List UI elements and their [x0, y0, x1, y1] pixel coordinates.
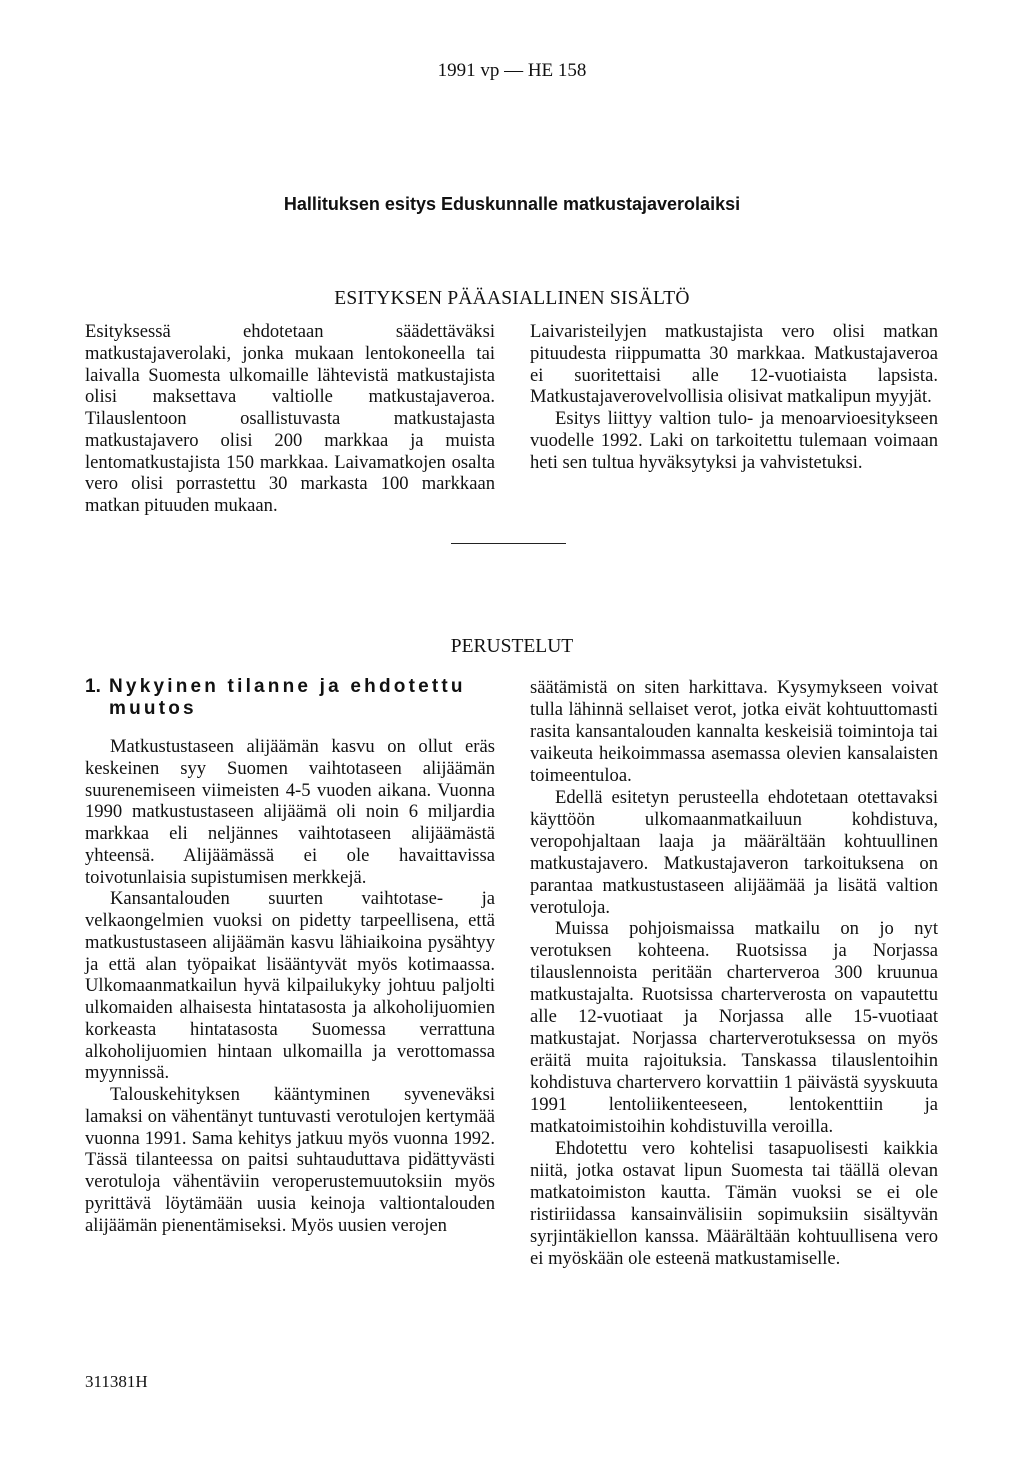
document-title: Hallituksen esitys Eduskunnalle matkustajaverolaiksi	[283, 194, 741, 214]
section-heading	[85, 676, 495, 720]
body-paragraph: säätämistä on siten harkittava. Kysymykseen voivat tulla lähinnä sellaiset verot, jotka eivät kohtuuttomasti rasita kansantalouden kannalta keskeisiä toimintoja tai vaikeuta heikoimmassa asemassa olevien kansalaisten toimeentuloa.	[530, 677, 938, 786]
summary-right-column	[530, 321, 938, 473]
section-title: Nykyinen tilanne ja ehdotettu muutos	[109, 676, 466, 719]
summary-heading: ESITYKSEN PÄÄASIALLINEN SISÄLTÖ	[334, 288, 690, 309]
summary-paragraph: Esityksessä ehdotetaan säädettäväksi matkustajaverolaki, jonka mukaan lentokoneella tai laivalla Suomesta ulkomaille lähtevistä matkustajista olisi maksettava valtiolle matkustajaveroa. Tilauslentoon osallistuvasta matkustajasta matkustajavero olisi 200 markkaa ja muista lentomatkustajista 150 markkaa. Laivamatkojen osalta vero olisi porrastettu 30 markasta 100 markkaan matkan pituuden mukaan.	[85, 321, 495, 516]
body-left-column	[85, 676, 495, 1236]
body-paragraph: Talouskehityksen kääntyminen syveneväksi lamaksi on vähentänyt tuntuvasti verotulojen kertymää vuonna 1991. Sama kehitys jatkuu myös vuonna 1992. Tässä tilanteessa on paitsi suhtauduttava pidättyvästi verotuloja vähentäviin veroperustemuutoksiin myös pyrittävä löytämään uusia keinoja valtiontalouden alijäämän pienentämiseksi. Myös uusien verojen	[85, 1084, 495, 1236]
body-right-column	[530, 677, 938, 1270]
body-paragraph: Edellä esitetyn perusteella ehdotetaan otettavaksi käyttöön ulkomaanmatkailuun kohdistuva, veropohjaltaan laaja ja määrältään kohtuullinen matkustajavero. Matkustajaveron tarkoituksena on parantaa matkustustaseen alijäämää ja lisätä valtion verotuloja.	[530, 786, 938, 918]
summary-left-column	[85, 321, 495, 517]
body-paragraph: Ehdotettu vero kohtelisi tasapuolisesti kaikkia niitä, jotka ostavat lipun Suomesta tai täällä olevan matkatoimiston kautta. Tämän vuoksi se ei ole ristiriidassa kansainvälisiin sopimuksiin sisältyvän syrjintäkiellon kanssa. Määrältään kohtuullisena vero ei myöskään ole esteenä matkustamiselle.	[530, 1138, 938, 1269]
summary-paragraph: Esitys liittyy valtion tulo- ja menoarvioesitykseen vuodelle 1992. Laki on tarkoitettu tulemaan voimaan heti sen tultua hyväksytyksi ja vahvistetuksi.	[530, 408, 938, 473]
summary-paragraph: Laivaristeilyjen matkustajista vero olisi matkan pituudesta riippumatta 30 markkaa. Matkustajaveroa ei suoritettaisi alle 12-vuotiaista lapsista. Matkustajaverovelvollisia olisivat matkalipun myyjät.	[530, 321, 938, 408]
body-paragraph: Matkustustaseen alijäämän kasvu on ollut eräs keskeinen syy Suomen vaihtotaseen alijäämän suurenemiseen viimeisten 4-5 vuoden aikana. Vuonna 1990 matkustustaseen alijäämä oli noin 6 miljardia markkaa eli neljännes vaihtotaseen alijäämästä yhteensä. Alijäämässä ei ole havaittavissa toivotunlaisia supistumisen merkkejä.	[85, 736, 495, 888]
section-divider	[451, 543, 566, 544]
document-code: 311381H	[85, 1372, 148, 1391]
body-paragraph: Muissa pohjoismaissa matkailu on jo nyt verotuksen kohteena. Ruotsissa ja Norjassa tilauslennoista peritään charterveroa 300 kruunua matkustajalta. Ruotsissa charterverosta on vapautettu alle 12-vuotiaat ja Norjassa alle 15-vuotiaat matkustajat. Norjassa charterverotuksessa on myös eräitä muita rajoituksia. Tanskassa tilauslentoihin kohdistuva chartervero korvattiin 1 päivästä syyskuuta 1991 lentoliikenteeseen, lentokenttiin ja matkatoimistoihin kohdistuvilla veroilla.	[530, 918, 938, 1138]
running-header: 1991 vp — HE 158	[437, 60, 587, 81]
body-paragraph: Kansantalouden suurten vaihtotase- ja velkaongelmien vuoksi on pidetty tarpeellisena, että matkustustaseen alijäämän kasvu lähiaikoina pysähtyy ja että alan työpaikat lisääntyvät myös kotimaassa. Ulkomaanmatkailun hyvä kilpailukyky johtuu paljolti ulkomaiden alhaisesta hintatasosta ja alkoholijuomien korkeasta hintatasosta Suomessa verrattuna alkoholijuomien hintaan ulkomailla ja verottomassa myynnissä.	[85, 888, 495, 1084]
perustelut-heading: PERUSTELUT	[450, 636, 574, 657]
section-number: 1.	[85, 676, 101, 697]
